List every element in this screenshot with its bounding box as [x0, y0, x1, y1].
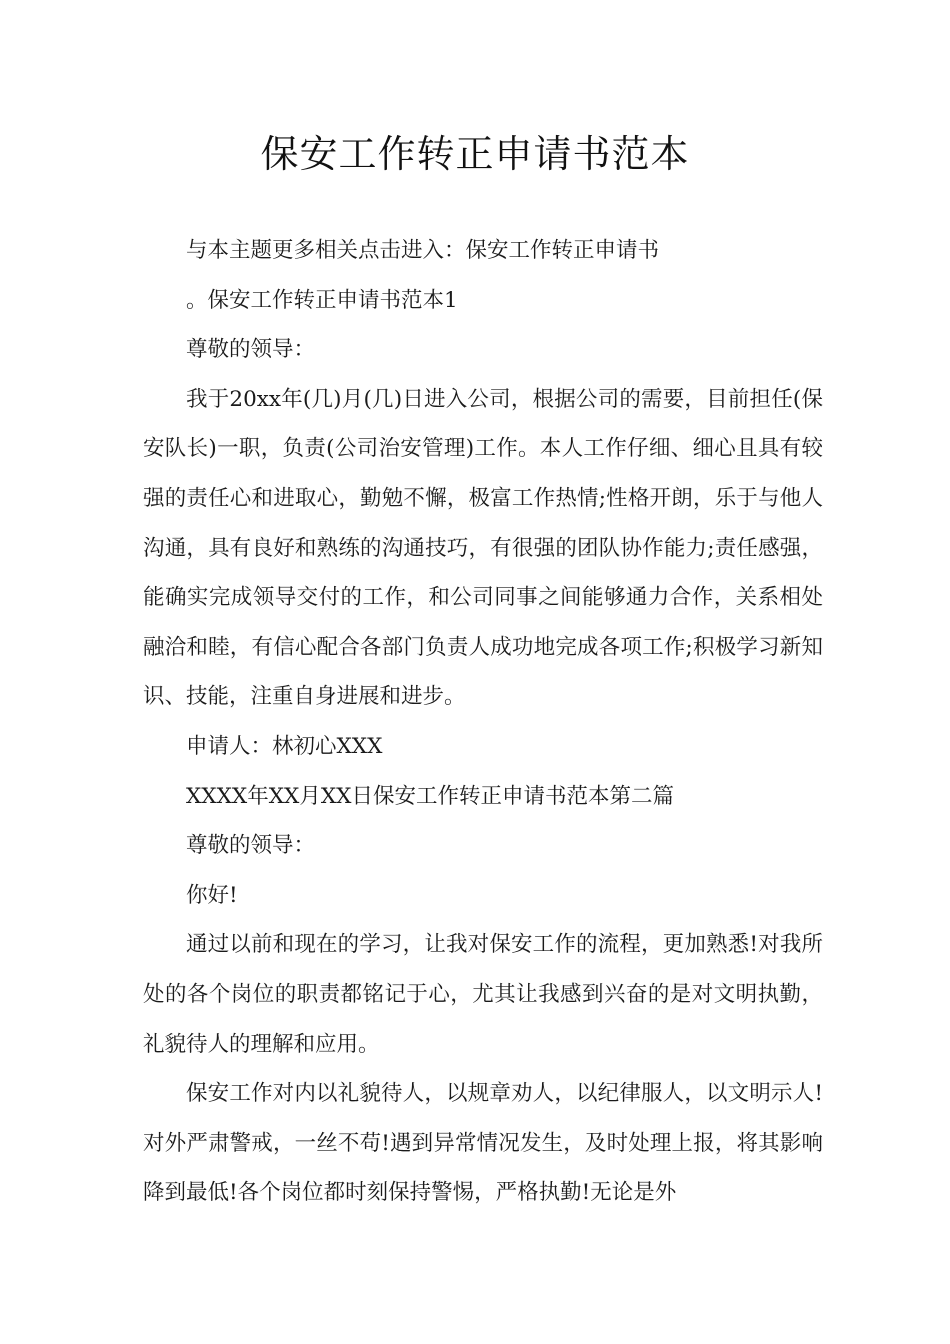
paragraph-salutation-1: 尊敬的领导：	[186, 337, 316, 363]
paragraph-date-and-sample-2: XXXX年XX月XX日保安工作转正申请书范本第二篇	[186, 783, 674, 809]
paragraph-body-2: 通过以前和现在的学习，让我对保安工作的流程，更加熟悉!对我所处的各个岗位的职责都铭记于心，尤其让我感到兴奋的是对文明执勤，礼貌待人的理解和应用。	[143, 932, 823, 1057]
document-body	[143, 226, 823, 1218]
paragraph-body-3: 保安工作对内以礼貌待人，以规章劝人，以纪律服人，以文明示人!对外严肃警戒，一丝不苟!遇到异常情况发生，及时处理上报，将其影响降到最低!各个岗位都时刻保持警惕，严格执勤!无论是外	[143, 1081, 823, 1206]
paragraph-salutation-2: 尊敬的领导：	[186, 833, 316, 859]
paragraph-sample-heading-1: 。保安工作转正申请书范本1	[186, 287, 458, 313]
paragraph-related-link: 与本主题更多相关点击进入：保安工作转正申请书	[186, 238, 660, 263]
paragraph-body-1: 我于20xx年(几)月(几)日进入公司，根据公司的需要，目前担任(保安队长)一职，负责(公司治安管理)工作。本人工作仔细、细心且具有较强的责任心和进取心，勤勉不懈，极富工作热情;性格开朗，乐于与他人沟通，具有良好和熟练的沟通技巧，有很强的团队协作能力;责任感强，能确实完成领导交付的工作，和公司同事之间能够通力合作，关系相处融洽和睦，有信心配合各部门负责人成功地完成各项工作;积极学习新知识、技能，注重自身进展和进步。	[143, 386, 823, 710]
paragraph-applicant: 申请人：林初心XXX	[186, 733, 383, 759]
document-title: 保安工作转正申请书范本	[260, 132, 690, 176]
paragraph-greeting: 你好!	[186, 882, 238, 908]
